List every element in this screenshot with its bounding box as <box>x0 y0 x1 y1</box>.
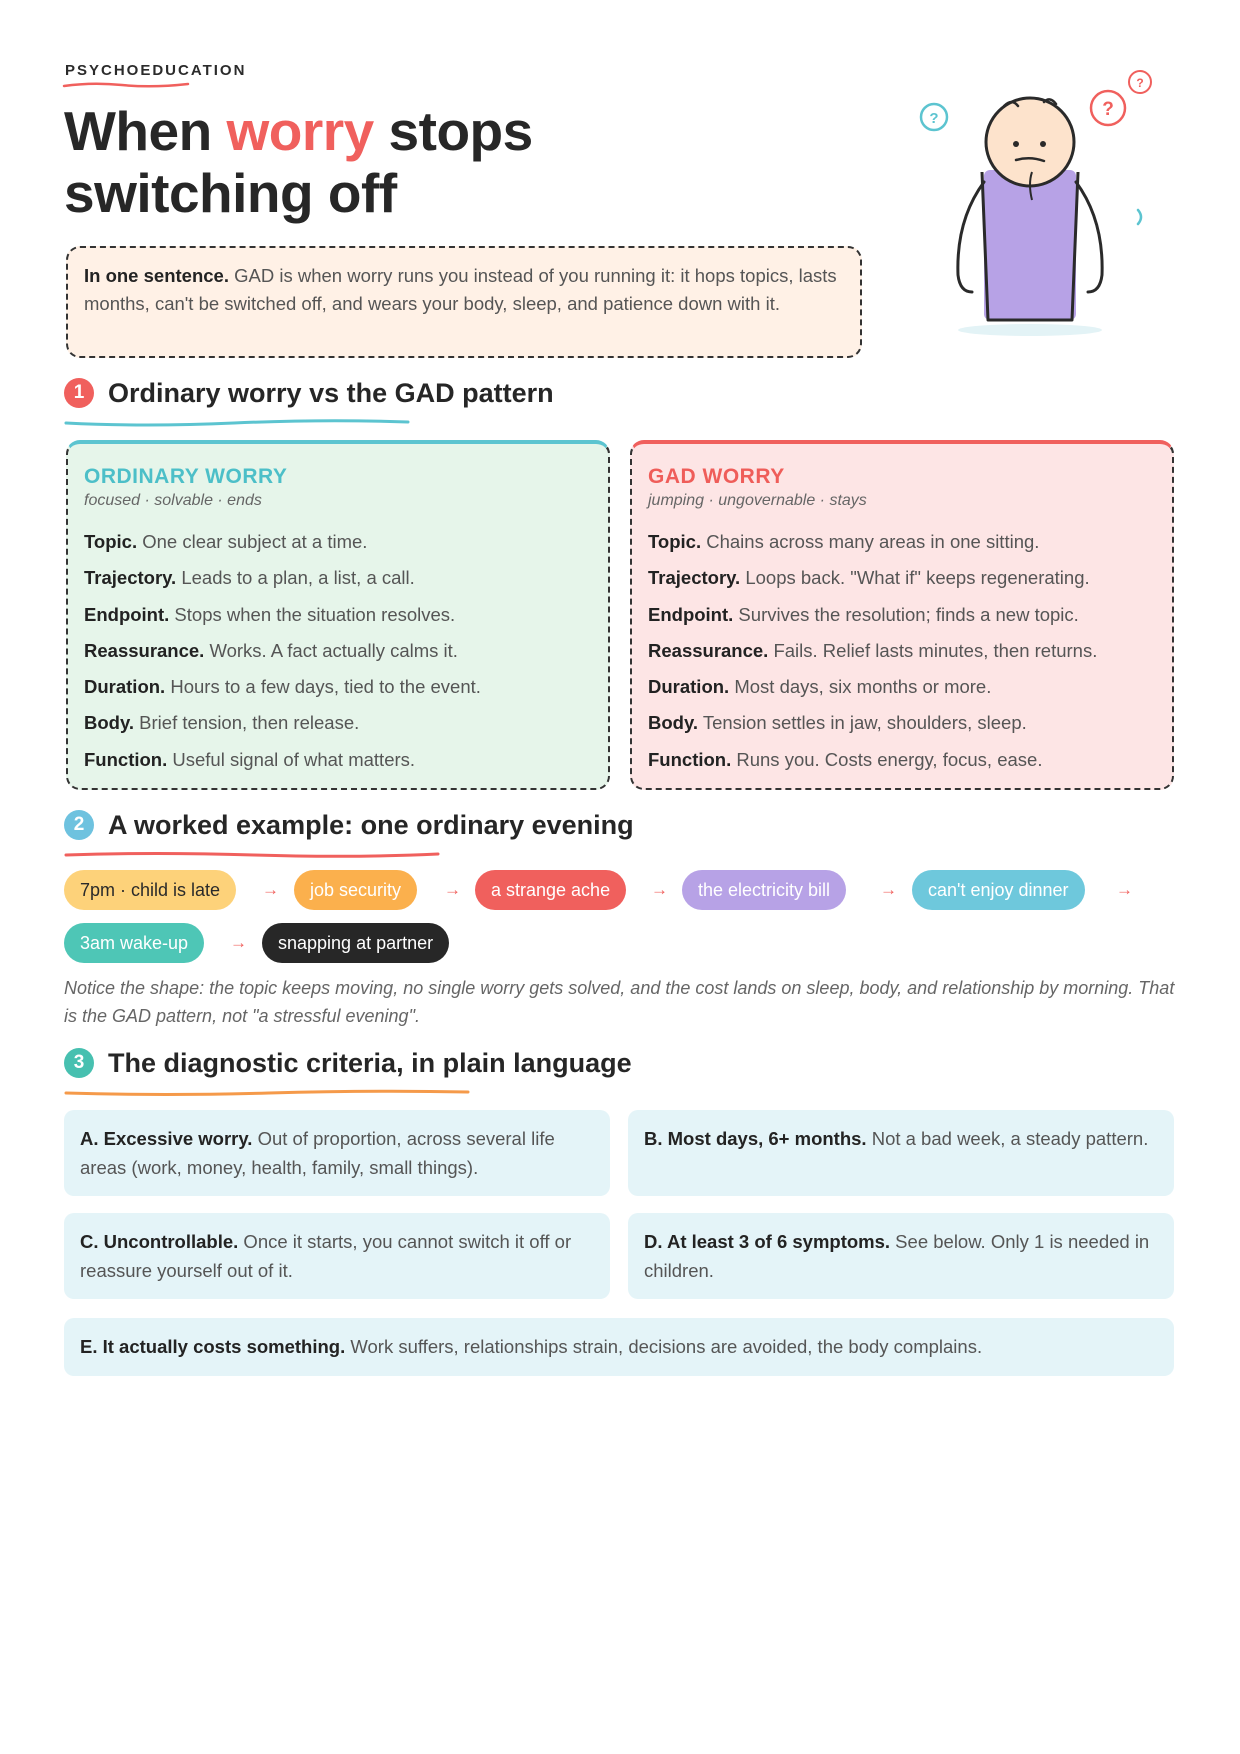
criterion-b-card <box>628 1110 1174 1196</box>
arrow-icon: → <box>444 880 461 899</box>
criterion-d-label: D. At least 3 of 6 symptoms. <box>644 1231 891 1252</box>
ordinary-row-reassurance: Reassurance. Works. A fact actually calms it. <box>84 639 458 661</box>
title-line2: switching off <box>64 162 397 224</box>
summary-lead: In one sentence. <box>84 265 229 286</box>
ordinary-row-duration: Duration. Hours to a few days, tied to the event. <box>84 676 481 698</box>
criterion-d-text: See below. Only 1 is needed in children. <box>644 1231 1150 1281</box>
chip-cant-enjoy-dinner: can't enjoy dinner <box>912 870 1085 910</box>
section-3-title: The diagnostic criteria, in plain language <box>108 1048 632 1078</box>
title-part1: When <box>64 100 227 162</box>
criterion-c-card <box>64 1213 610 1299</box>
arrow-icon: → <box>262 880 279 899</box>
summary-text: GAD is when worry runs you instead of you running it: it hops topics, lasts months, can't be switched off, and wears your body, sleep, and patience down with it. <box>84 265 837 314</box>
section-3-number: 3 <box>64 1048 94 1078</box>
arrow-icon: → <box>1116 880 1133 899</box>
chip-strange-ache: a strange ache <box>475 870 626 910</box>
section-2-underline <box>64 850 444 860</box>
gad-row-trajectory: Trajectory. Loops back. "What if" keeps regenerating. <box>648 567 1090 589</box>
gad-row-function: Function. Runs you. Costs energy, focus, ease. <box>648 748 1043 770</box>
arrow-icon: → <box>230 933 247 952</box>
worried-person-illustration <box>900 60 1170 350</box>
chip-electricity-bill: the electricity bill <box>682 870 846 910</box>
ordinary-row-function: Function. Useful signal of what matters. <box>84 748 416 770</box>
gad-row-topic: Topic. Chains across many areas in one sitting. <box>648 531 1040 552</box>
criterion-c-text: Once it starts, you cannot switch it off or reassure yourself out of it. <box>80 1231 572 1281</box>
criterion-e-card <box>64 1318 1174 1376</box>
worked-example-note: Notice the shape: the topic keeps moving, no single worry gets solved, and the cost lands on sleep, body, and relationship by morning. That is the GAD pattern, not "a stressful evening". <box>64 978 1175 1026</box>
ordinary-worry-subtitle: focused · solvable · ends <box>84 492 262 509</box>
criterion-a-card <box>64 1110 610 1196</box>
arrow-icon: → <box>880 880 897 899</box>
gad-row-endpoint: Endpoint. Survives the resolution; finds a new topic. <box>648 603 1079 625</box>
chip-job-security: job security <box>294 870 417 910</box>
title-accent-word: worry <box>226 100 374 162</box>
section-1-title: Ordinary worry vs the GAD pattern <box>108 378 554 408</box>
ordinary-worry-card <box>66 440 610 790</box>
ordinary-row-trajectory: Trajectory. Leads to a plan, a list, a call. <box>84 567 415 589</box>
section-2-number: 2 <box>64 810 94 840</box>
chip-child-late: 7pm · child is late <box>64 870 236 910</box>
page-title <box>64 100 533 224</box>
criterion-c-label: C. Uncontrollable. <box>80 1231 239 1252</box>
criterion-b-text: Not a bad week, a steady pattern. <box>866 1128 1149 1149</box>
ordinary-worry-heading: ORDINARY WORRY <box>84 465 288 488</box>
section-1-underline <box>64 418 414 428</box>
question-mark-2: ? <box>1102 99 1114 120</box>
eyebrow-underline <box>62 80 192 90</box>
gad-row-body: Body. Tension settles in jaw, shoulders, sleep. <box>648 712 1027 734</box>
gad-worry-card <box>630 440 1174 790</box>
section-3-underline <box>64 1088 474 1098</box>
summary-box <box>66 246 862 358</box>
gad-row-duration: Duration. Most days, six months or more. <box>648 676 992 698</box>
section-2-title: A worked example: one ordinary evening <box>108 810 634 840</box>
question-mark-1: ? <box>929 110 939 127</box>
criterion-b-label: B. Most days, 6+ months. <box>644 1128 867 1149</box>
chip-snapping-at-partner: snapping at partner <box>262 923 449 963</box>
ordinary-row-endpoint: Endpoint. Stops when the situation resolves. <box>84 603 456 625</box>
criterion-d-card <box>628 1213 1174 1299</box>
gad-worry-subtitle: jumping · ungovernable · stays <box>648 492 867 509</box>
chip-3am-wake-up: 3am wake-up <box>64 923 204 963</box>
eyebrow-label: PSYCHOEDUCATION <box>65 62 247 79</box>
question-mark-3: ? <box>1136 76 1144 90</box>
gad-row-reassurance: Reassurance. Fails. Relief lasts minutes, then returns. <box>648 639 1098 661</box>
section-1-number: 1 <box>64 378 94 408</box>
criterion-a-text: Out of proportion, across several life areas (work, money, health, family, small things). <box>80 1128 555 1178</box>
arrow-icon: → <box>651 880 668 899</box>
gad-worry-heading: GAD WORRY <box>648 465 785 488</box>
criterion-e-text: Work suffers, relationships strain, decisions are avoided, the body complains. <box>345 1336 983 1357</box>
ordinary-row-body: Body. Brief tension, then release. <box>84 712 360 734</box>
title-part2: stops <box>373 100 533 162</box>
ordinary-row-topic: Topic. One clear subject at a time. <box>84 531 368 552</box>
criterion-a-label: A. Excessive worry. <box>80 1128 253 1149</box>
criterion-e-label: E. It actually costs something. <box>80 1336 346 1357</box>
